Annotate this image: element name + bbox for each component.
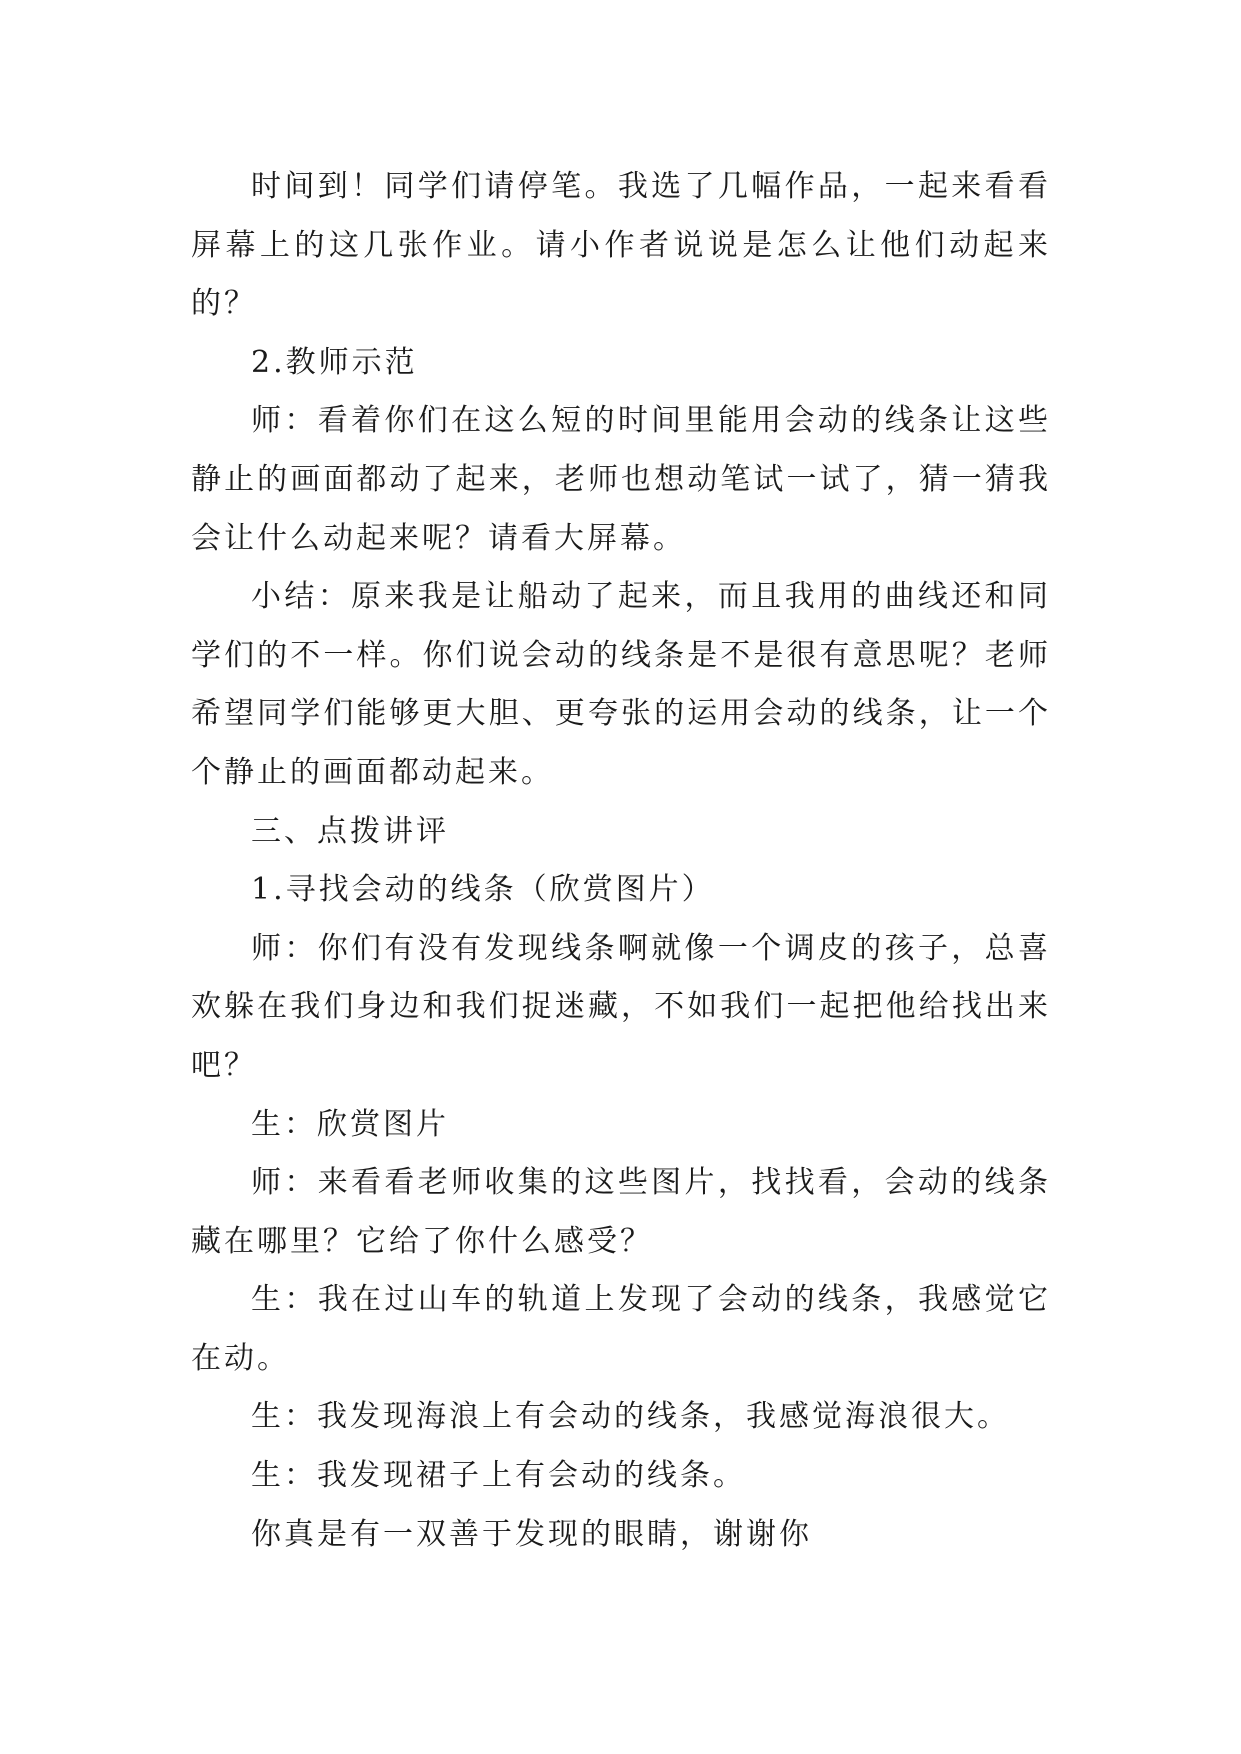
paragraph-student-roller-coaster: 生：我在过山车的轨道上发现了会动的线条，我感觉它在动。: [191, 1282, 1051, 1376]
heading-teacher-demo: 2.教师示范: [251, 344, 418, 380]
paragraph-student-waves: 生：我发现海浪上有会动的线条，我感觉海浪很大。: [251, 1399, 1010, 1435]
paragraph-teacher-hide-seek: 师：你们有没有发现线条啊就像一个调皮的孩子，总喜欢躲在我们身边和我们捉迷藏，不如我们一起把他给找出来吧？: [191, 930, 1051, 1083]
heading-section-three: 三、点拨讲评: [251, 813, 449, 849]
paragraph-student-skirt: 生：我发现裙子上有会动的线条。: [251, 1458, 746, 1494]
document-body: [191, 158, 1051, 1564]
paragraph-teacher-demo: 师：看着你们在这么短的时间里能用会动的线条让这些静止的画面都动了起来，老师也想动笔试一试了，猜一猜我会让什么动起来呢？请看大屏幕。: [191, 403, 1051, 556]
paragraph-student-appreciate: 生：欣赏图片: [251, 1106, 449, 1142]
paragraph-praise: 你真是有一双善于发现的眼睛，谢谢你: [251, 1516, 812, 1552]
paragraph-time-up: 时间到！同学们请停笔。我选了几幅作品，一起来看看屏幕上的这几张作业。请小作者说说是怎么让他们动起来的？: [191, 169, 1051, 322]
heading-find-lines: 1.寻找会动的线条（欣赏图片）: [251, 872, 715, 908]
paragraph-summary: 小结：原来我是让船动了起来，而且我用的曲线还和同学们的不一样。你们说会动的线条是不是很有意思呢？老师希望同学们能够更大胆、更夸张的运用会动的线条，让一个个静止的画面都动起来。: [191, 579, 1051, 790]
paragraph-teacher-pictures: 师：来看看老师收集的这些图片，找找看，会动的线条藏在哪里？它给了你什么感受？: [191, 1165, 1051, 1259]
